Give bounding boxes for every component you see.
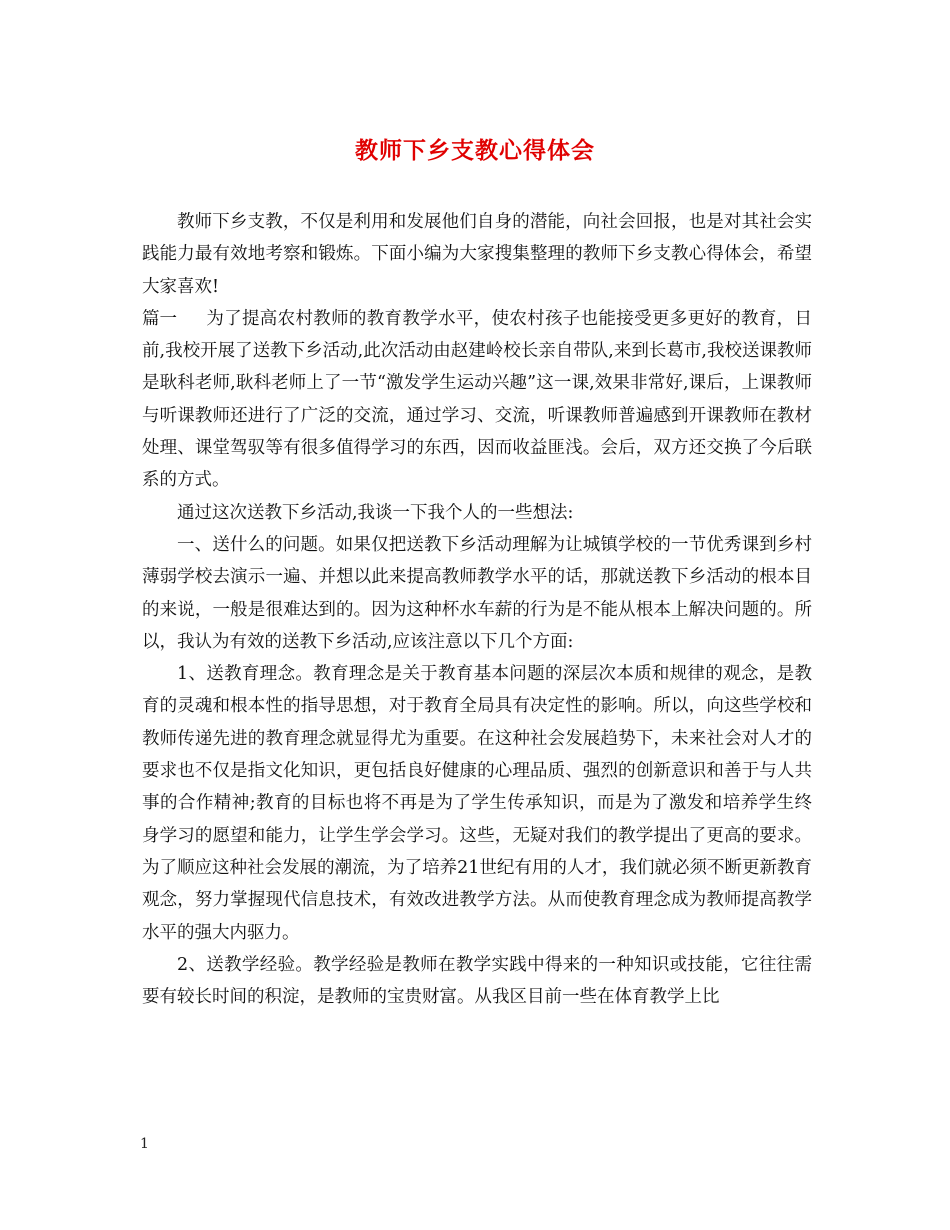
section-text: 为了提高农村教师的教育教学水平，使农村孩子也能接受更多更好的教育，日前,我校开展了送教下乡活动,此次活动由赵建岭校长亲自带队,来到长葛市,我校送课教师是耿科老师,耿科老师上了一节“激发学生运动兴趣”这一课,效果非常好,课后，上课教师与听课教师还进行了广泛的交流，通过学习、交流，听课教师普遍感到开课教师在教材处理、课堂驾驭等有很多值得学习的东西，因而收益匪浅。会后，双方还交换了今后联系的方式。 [142,308,812,491]
sub-point-one-paragraph: 1、送教育理念。教育理念是关于教育基本问题的深层次本质和规律的观念，是教育的灵魂和根本性的指导思想，对于教育全局具有决定性的影响。所以，向这些学校和教师传递先进的教育理念就显得尤为重要。在这种社会发展趋势下，未来社会对人才的要求也不仅是指文化知识，更包括良好健康的心理品质、强烈的创新意识和善于与人共事的合作精神;教育的目标也将不再是为了学生传承知识，而是为了激发和培养学生终身学习的愿望和能力，让学生学会学习。这些，无疑对我们的教学提出了更高的要求。为了顺应这种社会发展的潮流，为了培养21世纪有用的人才，我们就必须不断更新教育观念，努力掌握现代信息技术，有效改进教学方法。从而使教育理念成为教师提高教学水平的强大内驱力。 [142,664,812,943]
sub-point-two-paragraph: 2、送教学经验。教学经验是教师在教学实践中得来的一种知识或技能，它往往需要有较长时间的积淀，是教师的宝贵财富。从我区目前一些在体育教学上比 [142,954,812,1008]
section-paragraph [142,303,812,497]
point-one-paragraph: 一、送什么的问题。如果仅把送教下乡活动理解为让城镇学校的一节优秀课到乡村薄弱学校去演示一遍、并想以此来提高教师教学水平的话，那就送教下乡活动的根本目的来说，一般是很难达到的。因为这种杯水车薪的行为是不能从根本上解决问题的。所以，我认为有效的送教下乡活动,应该注意以下几个方面: [142,534,812,652]
document-body [142,206,812,1013]
page-number: 1 [140,1136,149,1152]
intro-paragraph: 教师下乡支教，不仅是利用和发展他们自身的潜能，向社会回报，也是对其社会实践能力最有效地考察和锻炼。下面小编为大家搜集整理的教师下乡支教心得体会，希望大家喜欢! [142,212,812,297]
thoughts-paragraph: 通过这次送教下乡活动,我谈一下我个人的一些想法: [177,502,574,523]
page-title: 教师下乡支教心得体会 [355,137,595,164]
section-label: 篇一 [142,308,177,329]
